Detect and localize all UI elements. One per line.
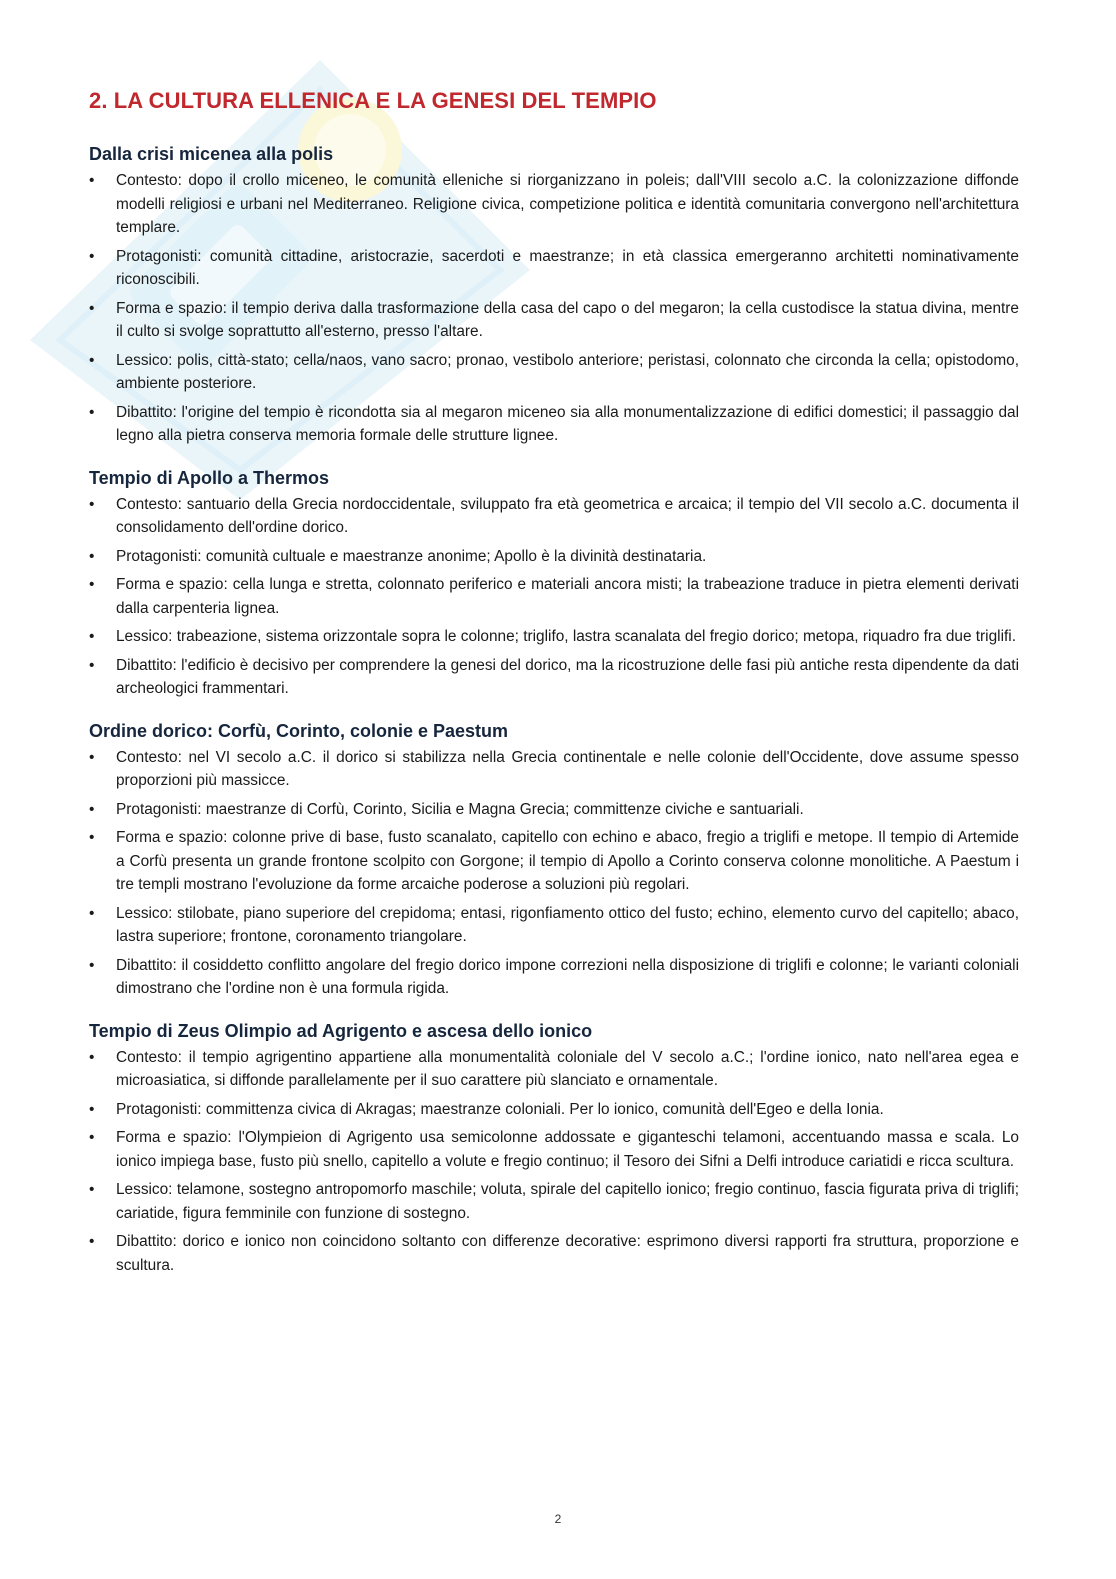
bullet-icon: • (89, 628, 95, 645)
list-item-text: Lessico: trabeazione, sistema orizzontale sopra le colonne; triglifo, lastra scanalata del fregio dorico; metopa, riquadro fra due triglifi. (116, 628, 1016, 645)
section-zeus-olimpio (89, 1021, 1019, 1278)
bullet-list (89, 493, 1019, 701)
chapter-title: 2. LA CULTURA ELLENICA E LA GENESI DEL TEMPIO (89, 88, 657, 113)
list-item-text: Forma e spazio: il tempio deriva dalla trasformazione della casa del capo o del megaron; la cella custodisce la statua divina, mentre il culto si svolge soprattutto all'esterno, presso l'altare. (116, 299, 1019, 340)
list-item (89, 349, 1019, 396)
list-item (89, 826, 1019, 897)
bullet-icon: • (89, 904, 95, 922)
bullet-list (89, 746, 1019, 1001)
list-item (89, 1126, 1019, 1173)
list-item (89, 746, 1019, 793)
list-item-text: Contesto: nel VI secolo a.C. il dorico si stabilizza nella Grecia continentale e nelle colonie dell'Occidente, dove assume spesso proporzioni più massicce. (116, 748, 1019, 789)
bullet-list (89, 1046, 1019, 1278)
list-item-text: Dibattito: l'origine del tempio è ricondotta sia al megaron miceneo sia alla monumentalizzazione di edifici domestici; il passaggio dal legno alla pietra conserva memoria formale delle strutture lignee. (116, 403, 1019, 444)
bullet-icon: • (89, 576, 95, 593)
section-heading: Dalla crisi micenea alla polis (89, 144, 334, 164)
list-item (89, 1230, 1019, 1277)
section-heading: Ordine dorico: Corfù, Corinto, colonie e Paestum (89, 720, 509, 741)
list-item (89, 297, 1019, 344)
bullet-icon: • (89, 172, 95, 189)
bullet-icon: • (89, 547, 95, 565)
bullet-icon: • (89, 299, 95, 317)
list-item-text: Contesto: dopo il crollo miceneo, le comunità elleniche si riorganizzano in poleis; dall'VIII secolo a.C. la colonizzazione diffonde modelli religiosi e urbani nel Mediterraneo. Religione civica, competizione politica e identità comunitaria convergono nell'architettura templare. (116, 172, 1019, 236)
list-item-text: Lessico: telamone, sostegno antropomorfo maschile; voluta, spirale del capitello ionico; fregio continuo, fascia figurata priva di triglifi; cariatide, figura femminile con funzione di sostegno. (116, 1181, 1019, 1222)
list-item (89, 902, 1019, 949)
bullet-icon: • (89, 495, 95, 513)
bullet-icon: • (89, 403, 95, 421)
list-item-text: Protagonisti: comunità cittadine, aristocrazie, sacerdoti e maestranze; in età classica emergeranno architetti nominativamente riconoscibili. (116, 247, 1019, 288)
list-item (89, 169, 1019, 240)
bullet-icon: • (89, 1048, 95, 1066)
list-item (89, 545, 1019, 569)
bullet-icon: • (89, 829, 95, 846)
list-item-text: Lessico: stilobate, piano superiore del crepidoma; entasi, rigonfiamento ottico del fusto; echino, elemento curvo del capitello; abaco, lastra superiore; frontone, coronamento triangolare. (116, 904, 1019, 945)
section-heading: Tempio di Apollo a Thermos (89, 467, 330, 488)
list-item-text: Dibattito: il cosiddetto conflitto angolare del fregio dorico impone correzioni nella disposizione di triglifi e colonne; le varianti coloniali dimostrano che l'ordine non è una formula rigida. (116, 956, 1019, 997)
list-item (89, 654, 1019, 701)
list-item-text: Contesto: il tempio agrigentino appartiene alla monumentalità coloniale del V secolo a.C.; l'ordine ionico, nato nell'area egea e microasiatica, si diffonde parallelamente per il suo carattere più slanciato e ornamentale. (116, 1048, 1019, 1089)
bullet-icon: • (89, 748, 95, 766)
list-item-text: Contesto: santuario della Grecia nordoccidentale, sviluppato fra età geometrica e arcaica; il tempio del VII secolo a.C. documenta il consolidamento dell'ordine dorico. (116, 495, 1019, 536)
list-item-text: Protagonisti: comunità cultuale e maestranze anonime; Apollo è la divinità destinataria. (116, 547, 707, 565)
section-heading: Tempio di Zeus Olimpio ad Agrigento e ascesa dello ionico (89, 1020, 593, 1041)
bullet-icon: • (89, 1129, 95, 1146)
list-item (89, 573, 1019, 620)
list-item-text: Dibattito: l'edificio è decisivo per comprendere la genesi del dorico, ma la ricostruzione delle fasi più antiche resta dipendente da dati archeologici frammentari. (116, 656, 1019, 697)
list-item (89, 954, 1019, 1001)
list-item (89, 401, 1019, 448)
bullet-icon: • (89, 1100, 95, 1118)
bullet-icon: • (89, 1233, 95, 1250)
list-item-text: Dibattito: dorico e ionico non coincidono soltanto con differenze decorative: esprimono diversi rapporti fra struttura, proporzione e scultura. (116, 1233, 1019, 1274)
bullet-icon: • (89, 800, 95, 818)
list-item (89, 1046, 1019, 1093)
bullet-icon: • (89, 351, 95, 369)
section-micenea-polis (89, 144, 1019, 448)
list-item (89, 493, 1019, 540)
page-number: 2 (554, 1512, 562, 1526)
list-item (89, 245, 1019, 292)
bullet-list (89, 169, 1019, 448)
list-item-text: Forma e spazio: l'Olympieion di Agrigento usa semicolonne addossate e giganteschi telamoni, accentuando massa e scala. Lo ionico impiega base, fusto più snello, capitello a volute e fregio continuo; il Tesoro dei Sifni a Delfi introduce cariatidi e ricca scultura. (116, 1129, 1019, 1170)
document-page (89, 88, 1019, 1297)
bullet-icon: • (89, 656, 95, 674)
section-ordine-dorico (89, 721, 1019, 1001)
list-item (89, 1178, 1019, 1225)
bullet-icon: • (89, 956, 95, 974)
list-item-text: Forma e spazio: colonne prive di base, fusto scanalato, capitello con echino e abaco, fregio a triglifi e metope. Il tempio di Artemide a Corfù presenta un grande frontone scolpito con Gorgone; il tempio di Apollo a Corinto conserva colonne monolitiche. A Paestum i tre templi mostrano l'evoluzione da forme arcaiche poderose a soluzioni più regolari. (116, 829, 1019, 893)
list-item-text: Lessico: polis, città-stato; cella/naos, vano sacro; pronao, vestibolo anteriore; peristasi, colonnato che circonda la cella; opistodomo, ambiente posteriore. (116, 351, 1019, 392)
list-item-text: Protagonisti: committenza civica di Akragas; maestranze coloniali. Per lo ionico, comunità dell'Egeo e della Ionia. (116, 1100, 884, 1118)
list-item (89, 625, 1019, 649)
bullet-icon: • (89, 1181, 95, 1198)
list-item (89, 798, 1019, 822)
list-item-text: Forma e spazio: cella lunga e stretta, colonnato periferico e materiali ancora misti; la trabeazione traduce in pietra elementi derivati dalla carpenteria lignea. (116, 576, 1019, 617)
list-item (89, 1098, 1019, 1122)
bullet-icon: • (89, 247, 95, 265)
list-item-text: Protagonisti: maestranze di Corfù, Corinto, Sicilia e Magna Grecia; committenze civiche e santuariali. (116, 800, 804, 818)
section-apollo-thermos (89, 468, 1019, 701)
